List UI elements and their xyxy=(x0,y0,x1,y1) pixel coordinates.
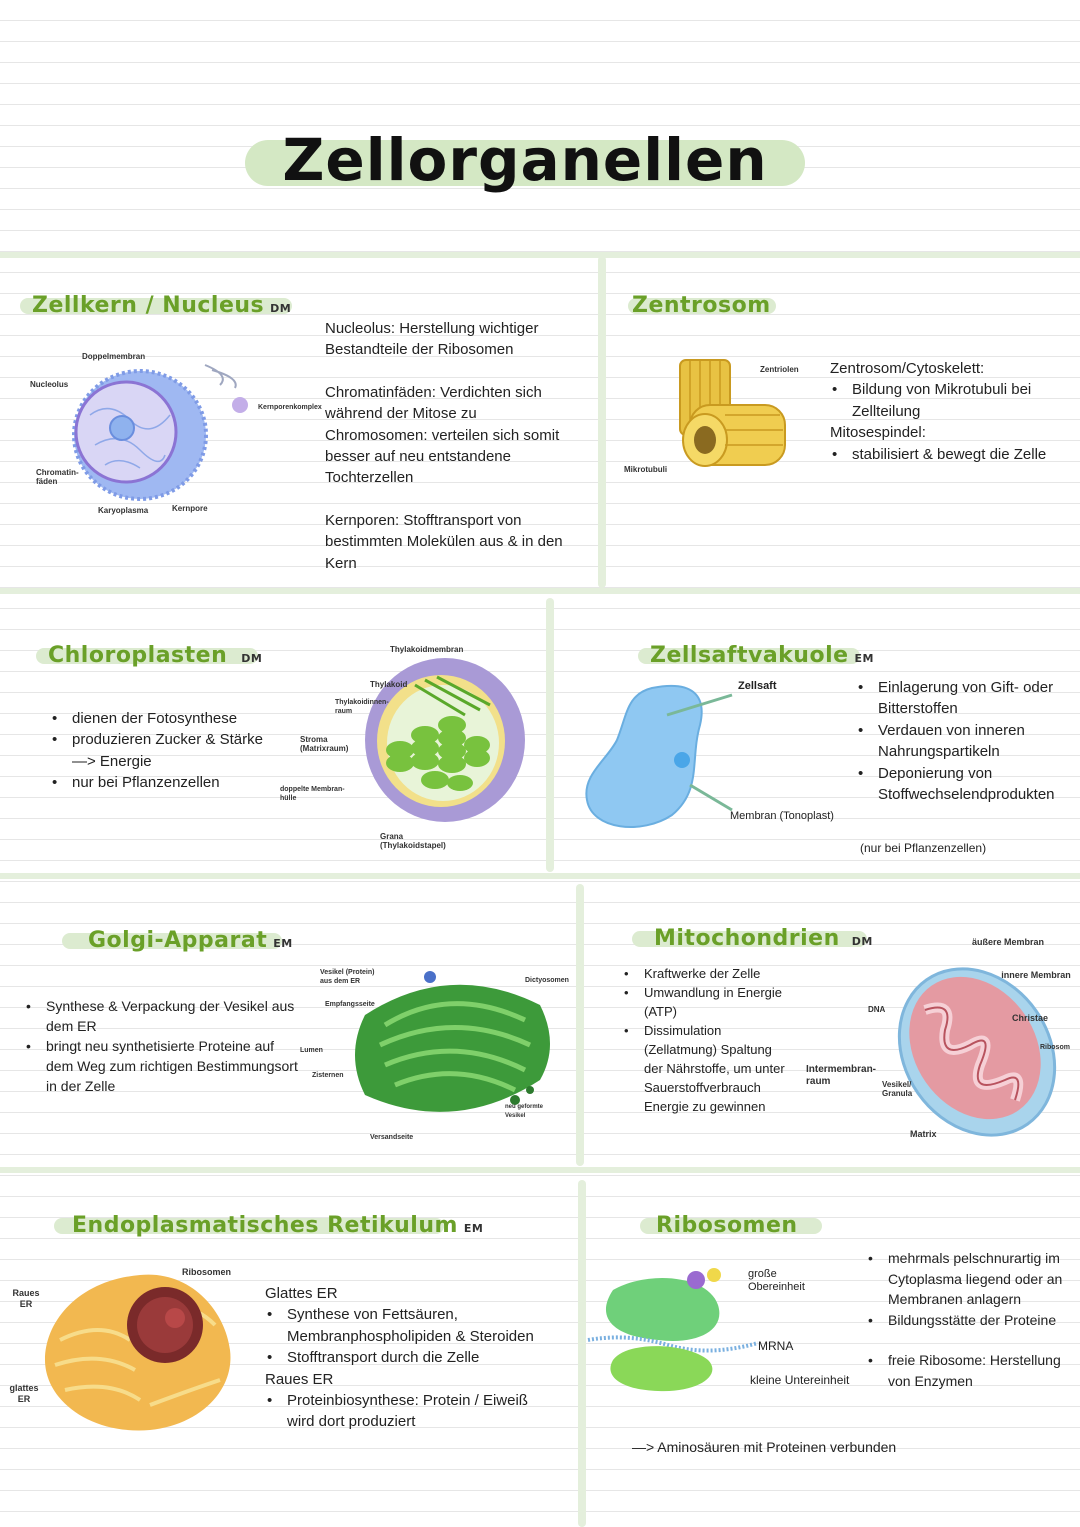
zellkern-tag: DM xyxy=(270,302,292,315)
zellkern-paragraph-3: Kernporen: Stofftransport von bestimmten Molekülen aus & in den Kern xyxy=(325,511,563,572)
ribosomen-text xyxy=(866,1248,1076,1391)
vakuole-note: (nur bei Pflanzenzellen) xyxy=(860,841,987,855)
label-zellsaft: Zellsaft xyxy=(738,680,777,692)
page-title-banner xyxy=(245,120,805,194)
section-divider xyxy=(0,588,1080,594)
label-aeussere-membran: äußere Membran xyxy=(972,937,1045,947)
page-title: Zellorganellen xyxy=(282,126,768,194)
ribosomen-title: Ribosomen xyxy=(656,1213,798,1238)
nucleus-illustration xyxy=(60,360,280,520)
label-vesikel-granula: Vesikel/ Granula xyxy=(882,1080,913,1098)
label-mrna: MRNA xyxy=(758,1339,794,1353)
vakuole-illustration xyxy=(582,680,747,830)
label-versandseite: Versandseite xyxy=(370,1134,414,1141)
zentrosom-text xyxy=(830,358,1075,465)
label-neue-vesikel: neu geformte Vesikel xyxy=(505,1104,544,1119)
chloroplasten-tag: DM xyxy=(241,652,263,665)
label-nucleolus: Nucleolus xyxy=(30,380,69,389)
zellkern-title: Zellkern / Nucleus xyxy=(32,293,265,318)
ribosom-illustration xyxy=(588,1265,763,1395)
column-divider xyxy=(576,884,584,1166)
label-intermembranraum: Intermembran-raum xyxy=(806,1064,877,1087)
label-zentriolen: Zentriolen xyxy=(760,365,799,374)
label-grana: Grana (Thylakoidstapel) xyxy=(380,832,446,850)
zentrosom-title: Zentrosom xyxy=(632,293,771,318)
er-title: Endoplasmatisches Retikulum xyxy=(72,1213,458,1238)
label-grosse-obereinheit: große Obereinheit xyxy=(748,1268,805,1293)
chloroplasten-arrow-line: —> Energie xyxy=(72,752,152,770)
er-heading-raues: Raues ER xyxy=(265,1370,334,1388)
label-kernpore: Kernpore xyxy=(172,504,208,513)
zentrosom-heading xyxy=(628,292,771,318)
vakuole-bullet-3: • Deponierung von Stoffwechselendprodukten xyxy=(878,763,1076,806)
label-cristae: Christae xyxy=(1012,1013,1049,1023)
mitochondrien-bullet-3: • Dissimulation (Zellatmung) Spaltung der Nährstoffe, um unter Sauerstoffverbrauch Energie zu gewinnen xyxy=(644,1021,792,1116)
ribosomen-heading xyxy=(640,1212,798,1238)
er-glattes-bullet-1: • Synthese von Fettsäuren, Membranphospholipiden & Steroiden xyxy=(287,1304,555,1347)
mitochondrien-bullet-1: • Kraftwerke der Zelle xyxy=(644,964,792,983)
er-heading-glattes: Glattes ER xyxy=(265,1285,338,1302)
label-stroma: Stroma (Matrixraum) xyxy=(300,735,349,753)
mitochondrien-heading xyxy=(632,925,873,951)
mitochondrien-tag: DM xyxy=(851,935,873,948)
chloroplasten-text xyxy=(50,708,310,794)
golgi-title: Golgi-Apparat xyxy=(88,928,268,953)
label-innere-membran: innere Membran xyxy=(1001,970,1071,980)
label-thylakoid: Thylakoid xyxy=(370,680,408,689)
section-divider xyxy=(0,873,1080,879)
vakuole-bullet-1: • Einlagerung von Gift- oder Bitterstoffen xyxy=(878,677,1076,720)
vakuole-tag: EM xyxy=(854,652,875,665)
label-kleine-untereinheit: kleine Untereinheit xyxy=(750,1373,850,1387)
ribosomen-bullet-1: • mehrmals pelschnurartig im Cytoplasma liegend oder an Membranen anlagern xyxy=(888,1248,1076,1310)
label-membran-tonoplast: Membran (Tonoplast) xyxy=(730,810,834,822)
golgi-text xyxy=(24,996,299,1096)
zellkern-paragraph-2: Chromatinfäden: Verdichten sich während der Mitose zu Chromosomen: verteilen sich somit besser auf neu entstandene Tochterzellen xyxy=(325,383,560,487)
chloroplasten-bullet-3: • nur bei Pflanzenzellen xyxy=(72,772,310,793)
chloroplasten-bullet-1: • dienen der Fotosynthese xyxy=(72,708,310,729)
label-doppelte-membranhuelle: doppelte Membran-hülle xyxy=(280,786,345,802)
er-illustration xyxy=(40,1267,240,1435)
vakuole-title: Zellsaftvakuole xyxy=(650,643,849,668)
label-glattes-er: glattes ER xyxy=(9,1383,39,1404)
chloroplasten-heading xyxy=(36,642,263,668)
label-ribosom: Ribosom xyxy=(1040,1044,1070,1051)
label-dictyosomen: Dictyosomen xyxy=(525,977,569,984)
label-karyoplasma: Karyoplasma xyxy=(98,506,149,515)
section-divider xyxy=(0,252,1080,258)
zellkern-heading xyxy=(20,292,292,318)
label-empfangsseite: Empfangsseite xyxy=(325,1001,375,1008)
label-kernporenkomplex: Kernporenkomplex xyxy=(258,404,322,411)
vakuole-heading xyxy=(638,642,875,668)
er-glattes-bullet-2: • Stofftransport durch die Zelle xyxy=(287,1347,555,1368)
chloroplasten-bullet-2: • produzieren Zucker & Stärke xyxy=(72,729,310,750)
column-divider xyxy=(598,256,606,588)
label-thylakoidinnenraum: Thylakoidinnen-raum xyxy=(335,699,389,715)
golgi-heading xyxy=(62,927,293,953)
label-matrix: Matrix xyxy=(910,1129,937,1139)
chloroplasten-title: Chloroplasten xyxy=(48,643,228,668)
label-lumen: Lumen xyxy=(300,1047,323,1054)
label-thylakoidmembran: Thylakoidmembran xyxy=(390,645,464,654)
mitochondrion-illustration xyxy=(895,960,1060,1145)
zentrosom-bullet-2: • stabilisiert & bewegt die Zelle xyxy=(852,444,1075,465)
label-doppelmembran: Doppelmembran xyxy=(82,352,146,361)
golgi-bullet-2: • bringt neu synthetisierte Proteine auf dem Weg zum richtigen Bestimmungsort in der Zelle xyxy=(46,1036,299,1096)
label-mikrotubuli: Mikrotubuli xyxy=(624,465,668,474)
section-divider xyxy=(0,1167,1080,1173)
golgi-bullet-1: • Synthese & Verpackung der Vesikel aus dem ER xyxy=(46,996,299,1036)
label-ribosomen: Ribosomen xyxy=(182,1267,232,1277)
mitochondrien-title: Mitochondrien xyxy=(654,926,840,951)
zellkern-text xyxy=(325,318,580,574)
label-zisternen: Zisternen xyxy=(312,1072,344,1079)
mitochondrien-bullet-2: • Umwandlung in Energie (ATP) xyxy=(644,983,792,1021)
vakuole-text xyxy=(856,677,1076,805)
er-heading xyxy=(54,1212,484,1238)
zentrosom-heading-1: Zentrosom/Cytoskelett: xyxy=(830,360,985,377)
ribosomen-bullet-3: • freie Ribosome: Herstellung von Enzymen xyxy=(888,1350,1076,1391)
er-raues-bullet-1: • Proteinbiosynthese: Protein / Eiweiß wird dort produziert xyxy=(287,1390,555,1433)
er-text xyxy=(265,1283,555,1433)
label-raues-er: Raues ER xyxy=(12,1288,40,1309)
column-divider xyxy=(546,598,554,872)
label-chromatin: Chromatin-fäden xyxy=(36,468,79,486)
ribosomen-bullet-2: • Bildungsstätte der Proteine xyxy=(888,1310,1076,1331)
label-vesikel-protein: Vesikel (Protein) aus dem ER xyxy=(320,969,375,985)
zentrosom-heading-2: Mitosespindel: xyxy=(830,424,926,442)
ribosomen-arrow-line: —> Aminosäuren mit Proteinen verbunden xyxy=(632,1439,897,1455)
er-tag: EM xyxy=(463,1222,484,1235)
zellkern-paragraph-1: Nucleolus: Herstellung wichtiger Bestandteile der Ribosomen xyxy=(325,320,539,359)
column-divider xyxy=(578,1180,586,1527)
golgi-tag: EM xyxy=(273,937,293,950)
mitochondrien-text xyxy=(622,964,792,1116)
zentrosom-bullet-1: • Bildung von Mikrotubuli bei Zellteilung xyxy=(852,379,1075,422)
vakuole-bullet-2: • Verdauen von inneren Nahrungspartikeln xyxy=(878,720,1076,763)
label-dna: DNA xyxy=(868,1005,886,1014)
